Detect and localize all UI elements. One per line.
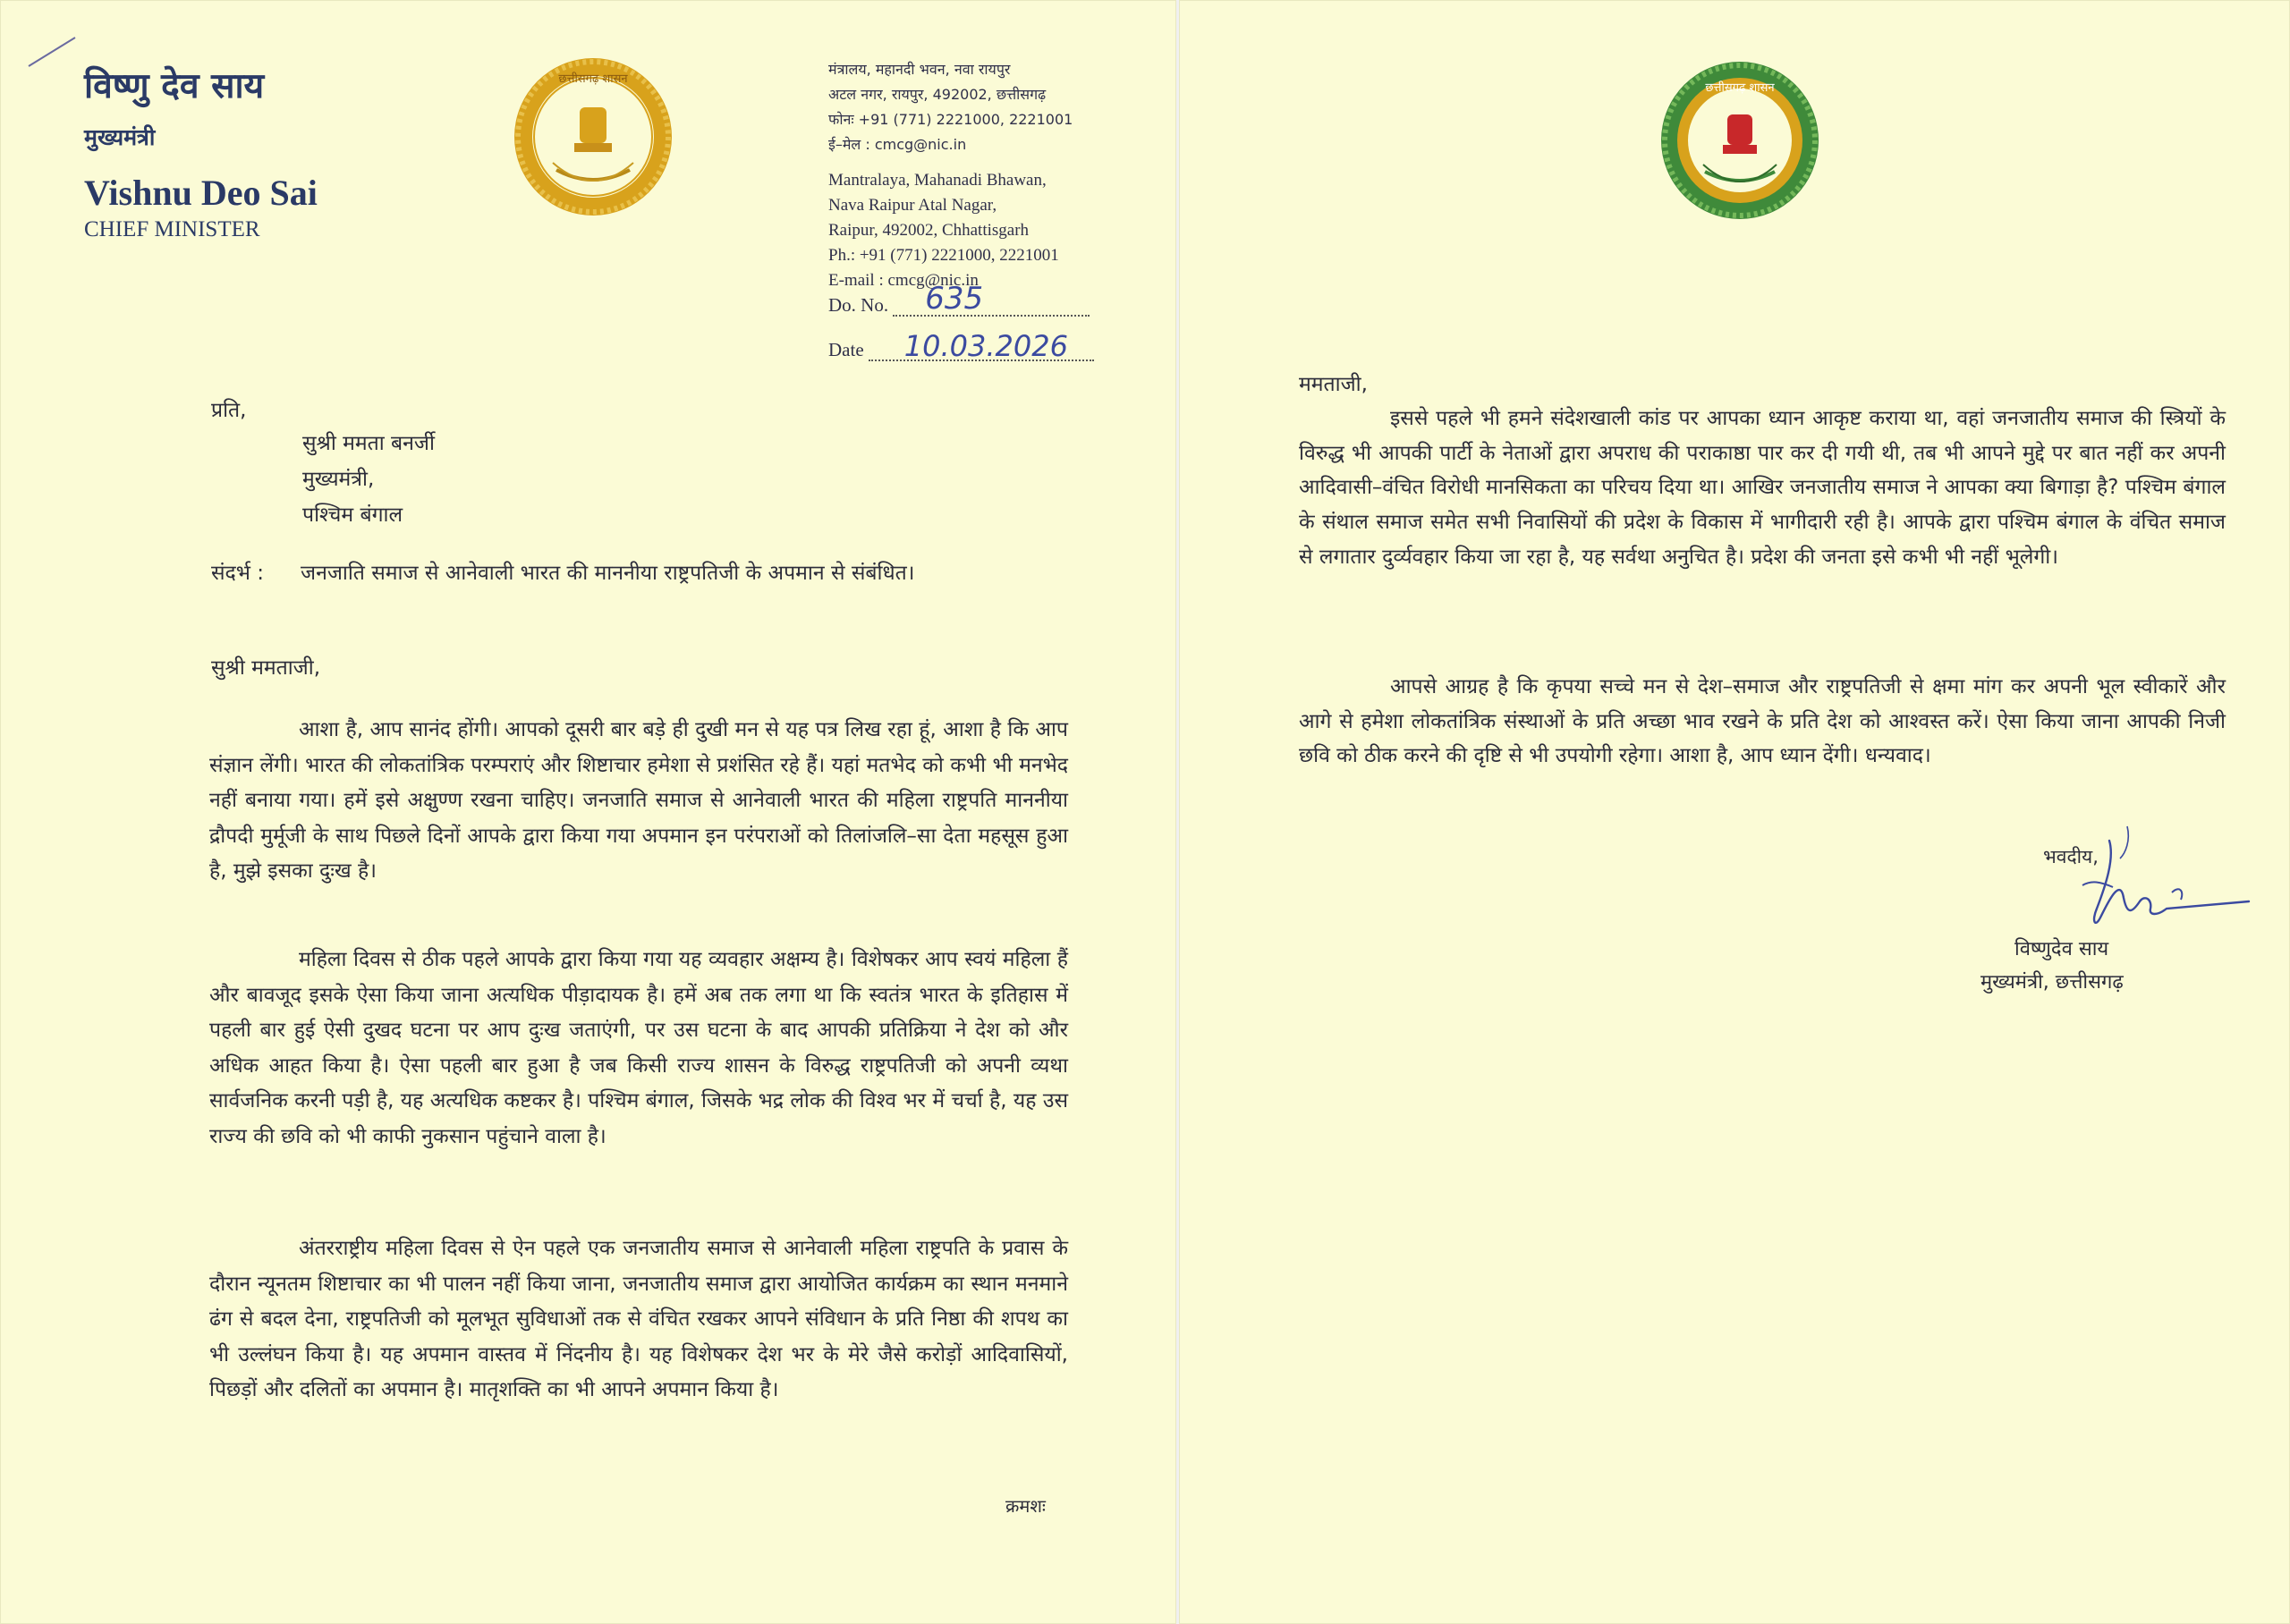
continued-note: क्रमशः — [1005, 1495, 1046, 1517]
address-hindi — [828, 57, 1073, 157]
address-english-line: Raipur, 492002, Chhattisgarh — [828, 221, 1030, 240]
reference-text: जनजाति समाज से आनेवाली भारत की माननीया राष्ट्रपतिजी के अपमान से संबंधित। — [301, 562, 915, 585]
addressee-line: मुख्यमंत्री, — [302, 468, 375, 491]
address-hindi-line: ई–मेल : cmcg@nic.in — [828, 136, 967, 153]
paragraph-2: महिला दिवस से ठीक पहले आपके द्वारा किया गया यह व्यवहार अक्षम्य है। विशेषकर आप स्वयं महिला हैं और बावजूद इसके ऐसा किया जाना अत्यधिक पीड़ादायक है। हमें अब तक लगा था कि स्वतंत्र भारत के इतिहास में पहली बार हुई ऐसी दुखद घटना पर आप दुःख जताएंगी, पर उस घटना के बाद आपकी प्रतिक्रिया ने देश को और अधिक आहत किया है। ऐसा पहली बार हुआ है जब किसी राज्य शासन के विरुद्ध राष्ट्रपतिजी को अपनी व्यथा सार्वजनिक करनी पड़ी है, यह अत्यधिक कष्टकर है। पश्चिम बंगाल, जिसके भद्र लोक की विश्व भर में चर्चा है, यह उस राज्य की छवि को भी काफी नुकसान पहुंचाने वाला है। — [209, 948, 1068, 1148]
title-hindi: मुख्यमंत्री — [84, 124, 156, 150]
to-label: प्रति, — [211, 399, 247, 422]
do-number-label: Do. No. — [828, 294, 889, 316]
letter-page-2 — [1179, 0, 2290, 1624]
name-english: Vishnu Deo Sai — [84, 173, 318, 213]
title-english: CHIEF MINISTER — [84, 217, 260, 241]
address-english-line: Ph.: +91 (771) 2221000, 2221001 — [828, 246, 1059, 265]
name-hindi: विष्णु देव साय — [84, 66, 265, 106]
paragraph-4: इससे पहले भी हमने संदेशखाली कांड पर आपका ध्यान आकृष्ट कराया था, वहां जनजातीय समाज की स्त्रियों के विरुद्ध भी आपकी पार्टी के नेताओं द्वारा अपराध की पराकाष्ठा पार कर दी गयी थी, तब भी आपने मुद्दे पर बात नहीं कर अपनी आदिवासी–वंचित विरोधी मानसिकता का परिचय दिया था। आखिर जनजातीय समाज ने आपका क्या बिगाड़ा है? पश्चिम बंगाल के संथाल समाज समेत सभी निवासियों की प्रदेश के विकास में भागीदारी रही है। आपके द्वारा पश्चिम बंगाल के वंचित समाज से लगातार दुर्व्यवहार किया जा रहा है, यह सर्वथा अनुचित है। प्रदेश की जनता इसे कभी भी नहीं भूलेगी। — [1299, 407, 2226, 569]
reference-label: संदर्भ : — [211, 562, 264, 585]
date-row — [828, 329, 1094, 363]
date-line — [869, 329, 1094, 363]
addressee-block — [302, 426, 435, 533]
signatory-title: मुख्यमंत्री, छत्तीसगढ़ — [1980, 971, 2124, 994]
address-english-line: Nava Raipur Atal Nagar, — [828, 196, 997, 215]
address-hindi-line: फोनः +91 (771) 2221000, 2221001 — [828, 111, 1073, 128]
address-english — [828, 168, 1059, 293]
addressee-line: पश्चिम बंगाल — [302, 503, 403, 527]
paragraph-5: आपसे आग्रह है कि कृपया सच्चे मन से देश–समाज और राष्ट्रपतिजी से क्षमा मांग कर अपनी भूल स्वीकारें और आगे से हमेशा लोकतांत्रिक संस्थाओं के प्रति अच्छा भाव रखने के प्रति देश को आश्वस्त करें। ऐसा किया जाना आपकी निजी छवि को ठीक करने की दृष्टि से भी उपयोगी रहेगा। आशा है, आप ध्यान देंगी। धन्यवाद। — [1299, 675, 2226, 768]
pen-mark-icon — [25, 34, 79, 70]
addressee-line: सुश्री ममता बनर्जी — [302, 432, 435, 455]
seal-text-2: छत्तीसगढ़ शासन — [1705, 81, 1775, 95]
salutation: सुश्री ममताजी, — [211, 656, 321, 680]
paragraph-3: अंतरराष्ट्रीय महिला दिवस से ऐन पहले एक जनजातीय समाज से आनेवाली महिला राष्ट्रपति के प्रवास के दौरान न्यूनतम शिष्टाचार का भी पालन नहीं किया जाना, जनजातीय समाज द्वारा आयोजित कार्यक्रम का स्थान मनमाने ढंग से बदल देना, राष्ट्रपतिजी को मूलभूत सुविधाओं तक से वंचित रखकर आपने संविधान के प्रति निष्ठा की शपथ का भी उल्लंघन किया है। यह अपमान वास्तव में निंदनीय है। यह विशेषकर देश भर के मेरे जैसे करोड़ों आदिवासियों, पिछड़ों और दलितों का अपमान है। मातृशक्ति का भी आपने अपमान किया है। — [209, 1237, 1068, 1401]
salutation-2: ममताजी, — [1299, 373, 1368, 396]
date-label: Date — [828, 339, 864, 360]
paragraph-1: आशा है, आप सानंद होंगी। आपको दूसरी बार बड़े ही दुखी मन से यह पत्र लिख रहा हूं, आशा है कि आप संज्ञान लेंगी। भारत की लोकतांत्रिक परम्पराएं और शिष्टाचार हमेशा से प्रशंसित रहे हैं। यहां मतभेद को कभी भी मनभेद नहीं बनाया गया। हमें इसे अक्षुण्ण रखना चाहिए। जनजाति समाज से आनेवाली भारत की महिला राष्ट्रपति माननीया द्रौपदी मुर्मूजी के साथ पिछले दिनों आपके द्वारा किया गया अपमान इन परंपराओं को तिलांजलि–सा देता महसूस हुआ है, मुझे इसका दुःख है। — [209, 718, 1068, 883]
do-number-line — [893, 281, 1090, 317]
do-number-value: 635 — [925, 281, 984, 317]
closing: भवदीय, — [2043, 846, 2099, 867]
address-hindi-line: अटल नगर, रायपुर, 492002, छत्तीसगढ़ — [828, 86, 1047, 103]
signature-icon — [2038, 823, 2252, 948]
address-english-line: E-mail : cmcg@nic.in — [828, 271, 979, 290]
do-number-row — [828, 281, 1090, 317]
seal-text: छत्तीसगढ़ शासन — [558, 72, 628, 86]
address-english-line: Mantralaya, Mahanadi Bhawan, — [828, 171, 1047, 190]
address-hindi-line: मंत्रालय, महानदी भवन, नवा रायपुर — [828, 61, 1011, 78]
date-value: 10.03.2026 — [903, 329, 1068, 363]
signatory-name: विष्णुदेव साय — [2014, 938, 2109, 960]
